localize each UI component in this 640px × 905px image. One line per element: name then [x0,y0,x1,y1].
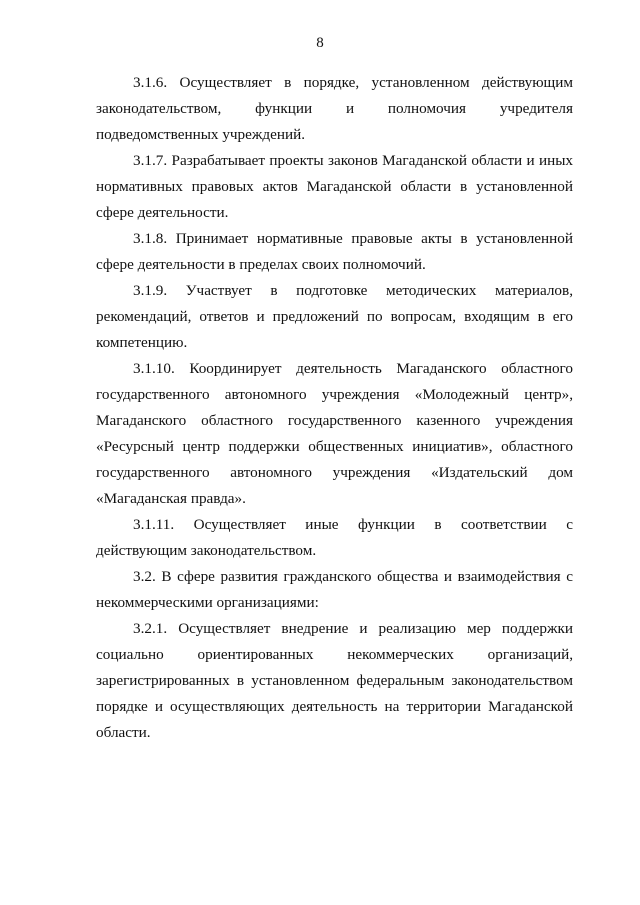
paragraph-3-2-1: 3.2.1. Осуществляет внедрение и реализацию мер поддержки социально ориентированных некоммерческих организаций, зарегистрированных в установленном федеральным законодательством порядке и осуществляющих деятельность на территории Магаданской области. [96,620,573,741]
paragraph-3-1-7: 3.1.7. Разрабатывает проекты законов Магаданской области и иных нормативных правовых актов Магаданской области в установленной сфере деятельности. [96,152,573,221]
paragraph-3-1-11: 3.1.11. Осуществляет иные функции в соответствии с действующим законодательством. [96,516,573,559]
paragraph-3-1-6: 3.1.6. Осуществляет в порядке, установленном действующим законодательством, функции и полномочия учредителя подведомственных учреждений. [96,74,573,143]
paragraph-3-1-8: 3.1.8. Принимает нормативные правовые акты в установленной сфере деятельности в пределах своих полномочий. [96,230,573,273]
paragraph-3-1-9: 3.1.9. Участвует в подготовке методических материалов, рекомендаций, ответов и предложений по вопросам, входящим в его компетенцию. [96,282,573,351]
paragraph-3-2: 3.2. В сфере развития гражданского общества и взаимодействия с некоммерческими организациями: [96,568,573,611]
paragraph-3-1-10: 3.1.10. Координирует деятельность Магаданского областного государственного автономного учреждения «Молодежный центр», Магаданского областного государственного казенного учреждения «Ресурсный центр поддержки общественных инициатив», областного государственного автономного учреждения «Издательский дом «Магаданская правда». [96,360,573,507]
page-number: 8 [316,35,324,51]
document-body [96,70,573,746]
